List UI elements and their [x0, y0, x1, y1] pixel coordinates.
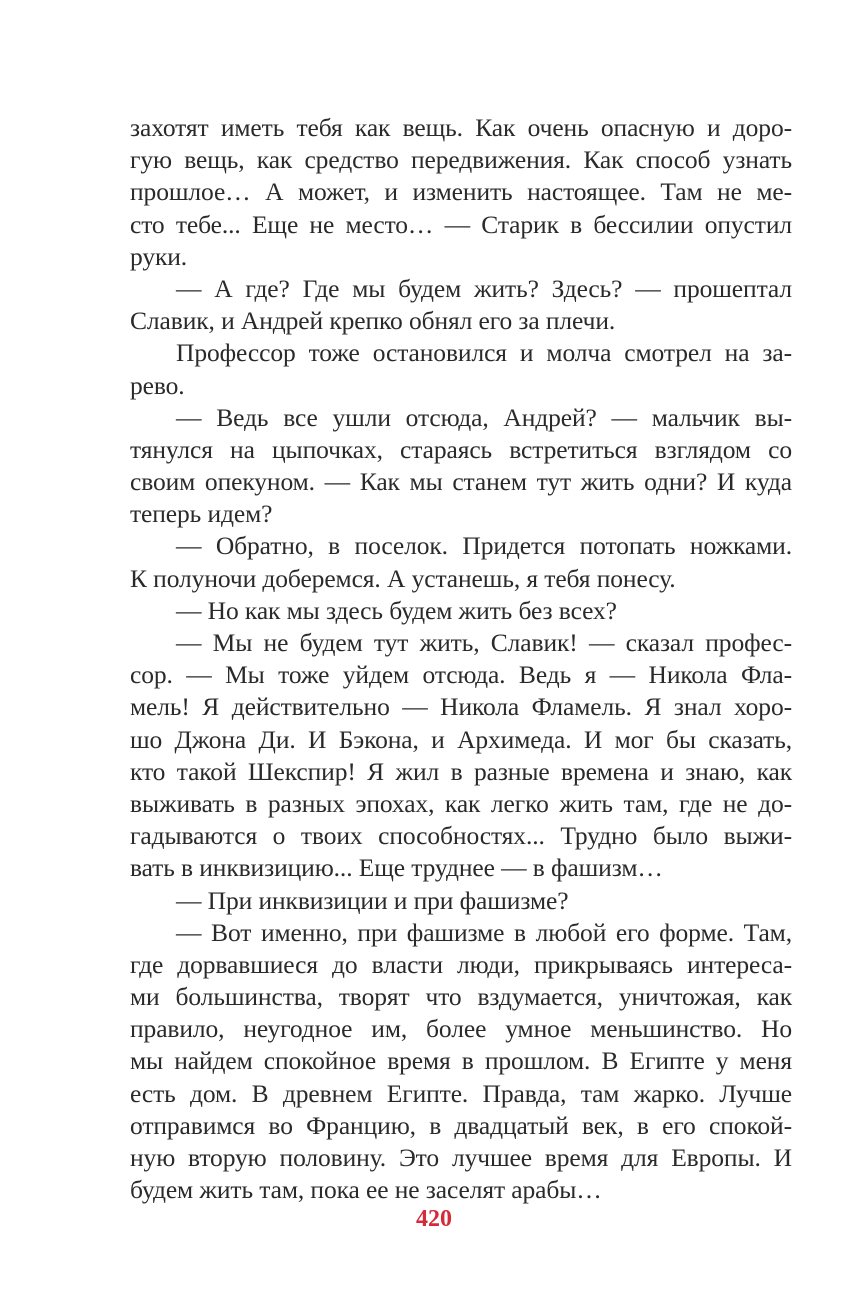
- text-line: вать в инквизицию... Еще труднее — в фашизм…: [130, 853, 663, 883]
- text-line: отправимся во Францию, в двадцатый век, в его спокой-: [130, 1110, 792, 1140]
- text-line: рево.: [130, 370, 185, 400]
- text-line: шо Джона Ди. И Бэкона, и Архимеда. И мог бы сказать,: [130, 724, 792, 754]
- text-line: гую вещь, как средство передвижения. Как способ узнать: [130, 145, 792, 175]
- text-line: — Обратно, в поселок. Придется потопать ножками.: [176, 531, 792, 561]
- text-line: ную вторую половину. Это лучшее время для Европы. И: [130, 1143, 792, 1172]
- page-number: 420: [416, 1206, 452, 1232]
- text-line: — Но как мы здесь будем жить без всех?: [176, 595, 617, 625]
- text-line: мель! Я действительно — Никола Фламель. Я знал хоро-: [130, 692, 792, 722]
- text-line: есть дом. В древнем Египте. Правда, там жарко. Лучше: [130, 1078, 792, 1108]
- text-line: ми большинства, творят что вздумается, уничтожая, как: [130, 982, 792, 1012]
- text-line: Славик, и Андрей крепко обнял его за плечи.: [130, 306, 616, 336]
- text-line: захотят иметь тебя как вещь. Как очень опасную и доро-: [130, 113, 792, 142]
- text-line: гадываются о твоих способностях... Трудно было выжи-: [130, 821, 792, 851]
- text-line: будем жить там, пока ее не заселят арабы…: [130, 1175, 602, 1205]
- text-line: кто такой Шекспир! Я жил в разные времена и знаю, как: [130, 756, 792, 786]
- text-line: где дорвавшиеся до власти люди, прикрываясь интереса-: [130, 949, 792, 979]
- text-line: — При инквизиции и при фашизме?: [176, 885, 569, 915]
- text-line: Профессор тоже остановился и молча смотрел на за-: [176, 338, 792, 368]
- text-line: мы найдем спокойное время в прошлом. В Египте у меня: [130, 1046, 792, 1076]
- text-line: — А где? Где мы будем жить? Здесь? — прошептал: [176, 273, 792, 303]
- text-line: тянулся на цыпочках, стараясь встретиться взглядом со: [130, 434, 792, 464]
- text-line: руки.: [130, 241, 188, 271]
- body-text: [130, 112, 792, 1206]
- text-line: своим опекуном. — Как мы станем тут жить одни? И куда: [130, 467, 792, 497]
- text-line: — Ведь все ушли отсюда, Андрей? — мальчик вы-: [176, 402, 792, 432]
- text-line: правило, неугодное им, более умное меньшинство. Но: [130, 1014, 792, 1044]
- text-line: теперь идем?: [130, 499, 273, 529]
- text-line: прошлое… А может, и изменить настоящее. Там не ме-: [130, 177, 792, 207]
- text-line: — Мы не будем тут жить, Славик! — сказал профес-: [176, 628, 792, 657]
- text-line: сор. — Мы тоже уйдем отсюда. Ведь я — Никола Фла-: [130, 660, 792, 690]
- text-line: выживать в разных эпохах, как легко жить там, где не до-: [130, 788, 792, 818]
- text-line: — Вот именно, при фашизме в любой его форме. Там,: [176, 917, 792, 947]
- text-line: К полуночи доберемся. А устанешь, я тебя понесу.: [130, 563, 676, 593]
- text-line: сто тебе... Еще не место… — Старик в бессилии опустил: [130, 209, 792, 239]
